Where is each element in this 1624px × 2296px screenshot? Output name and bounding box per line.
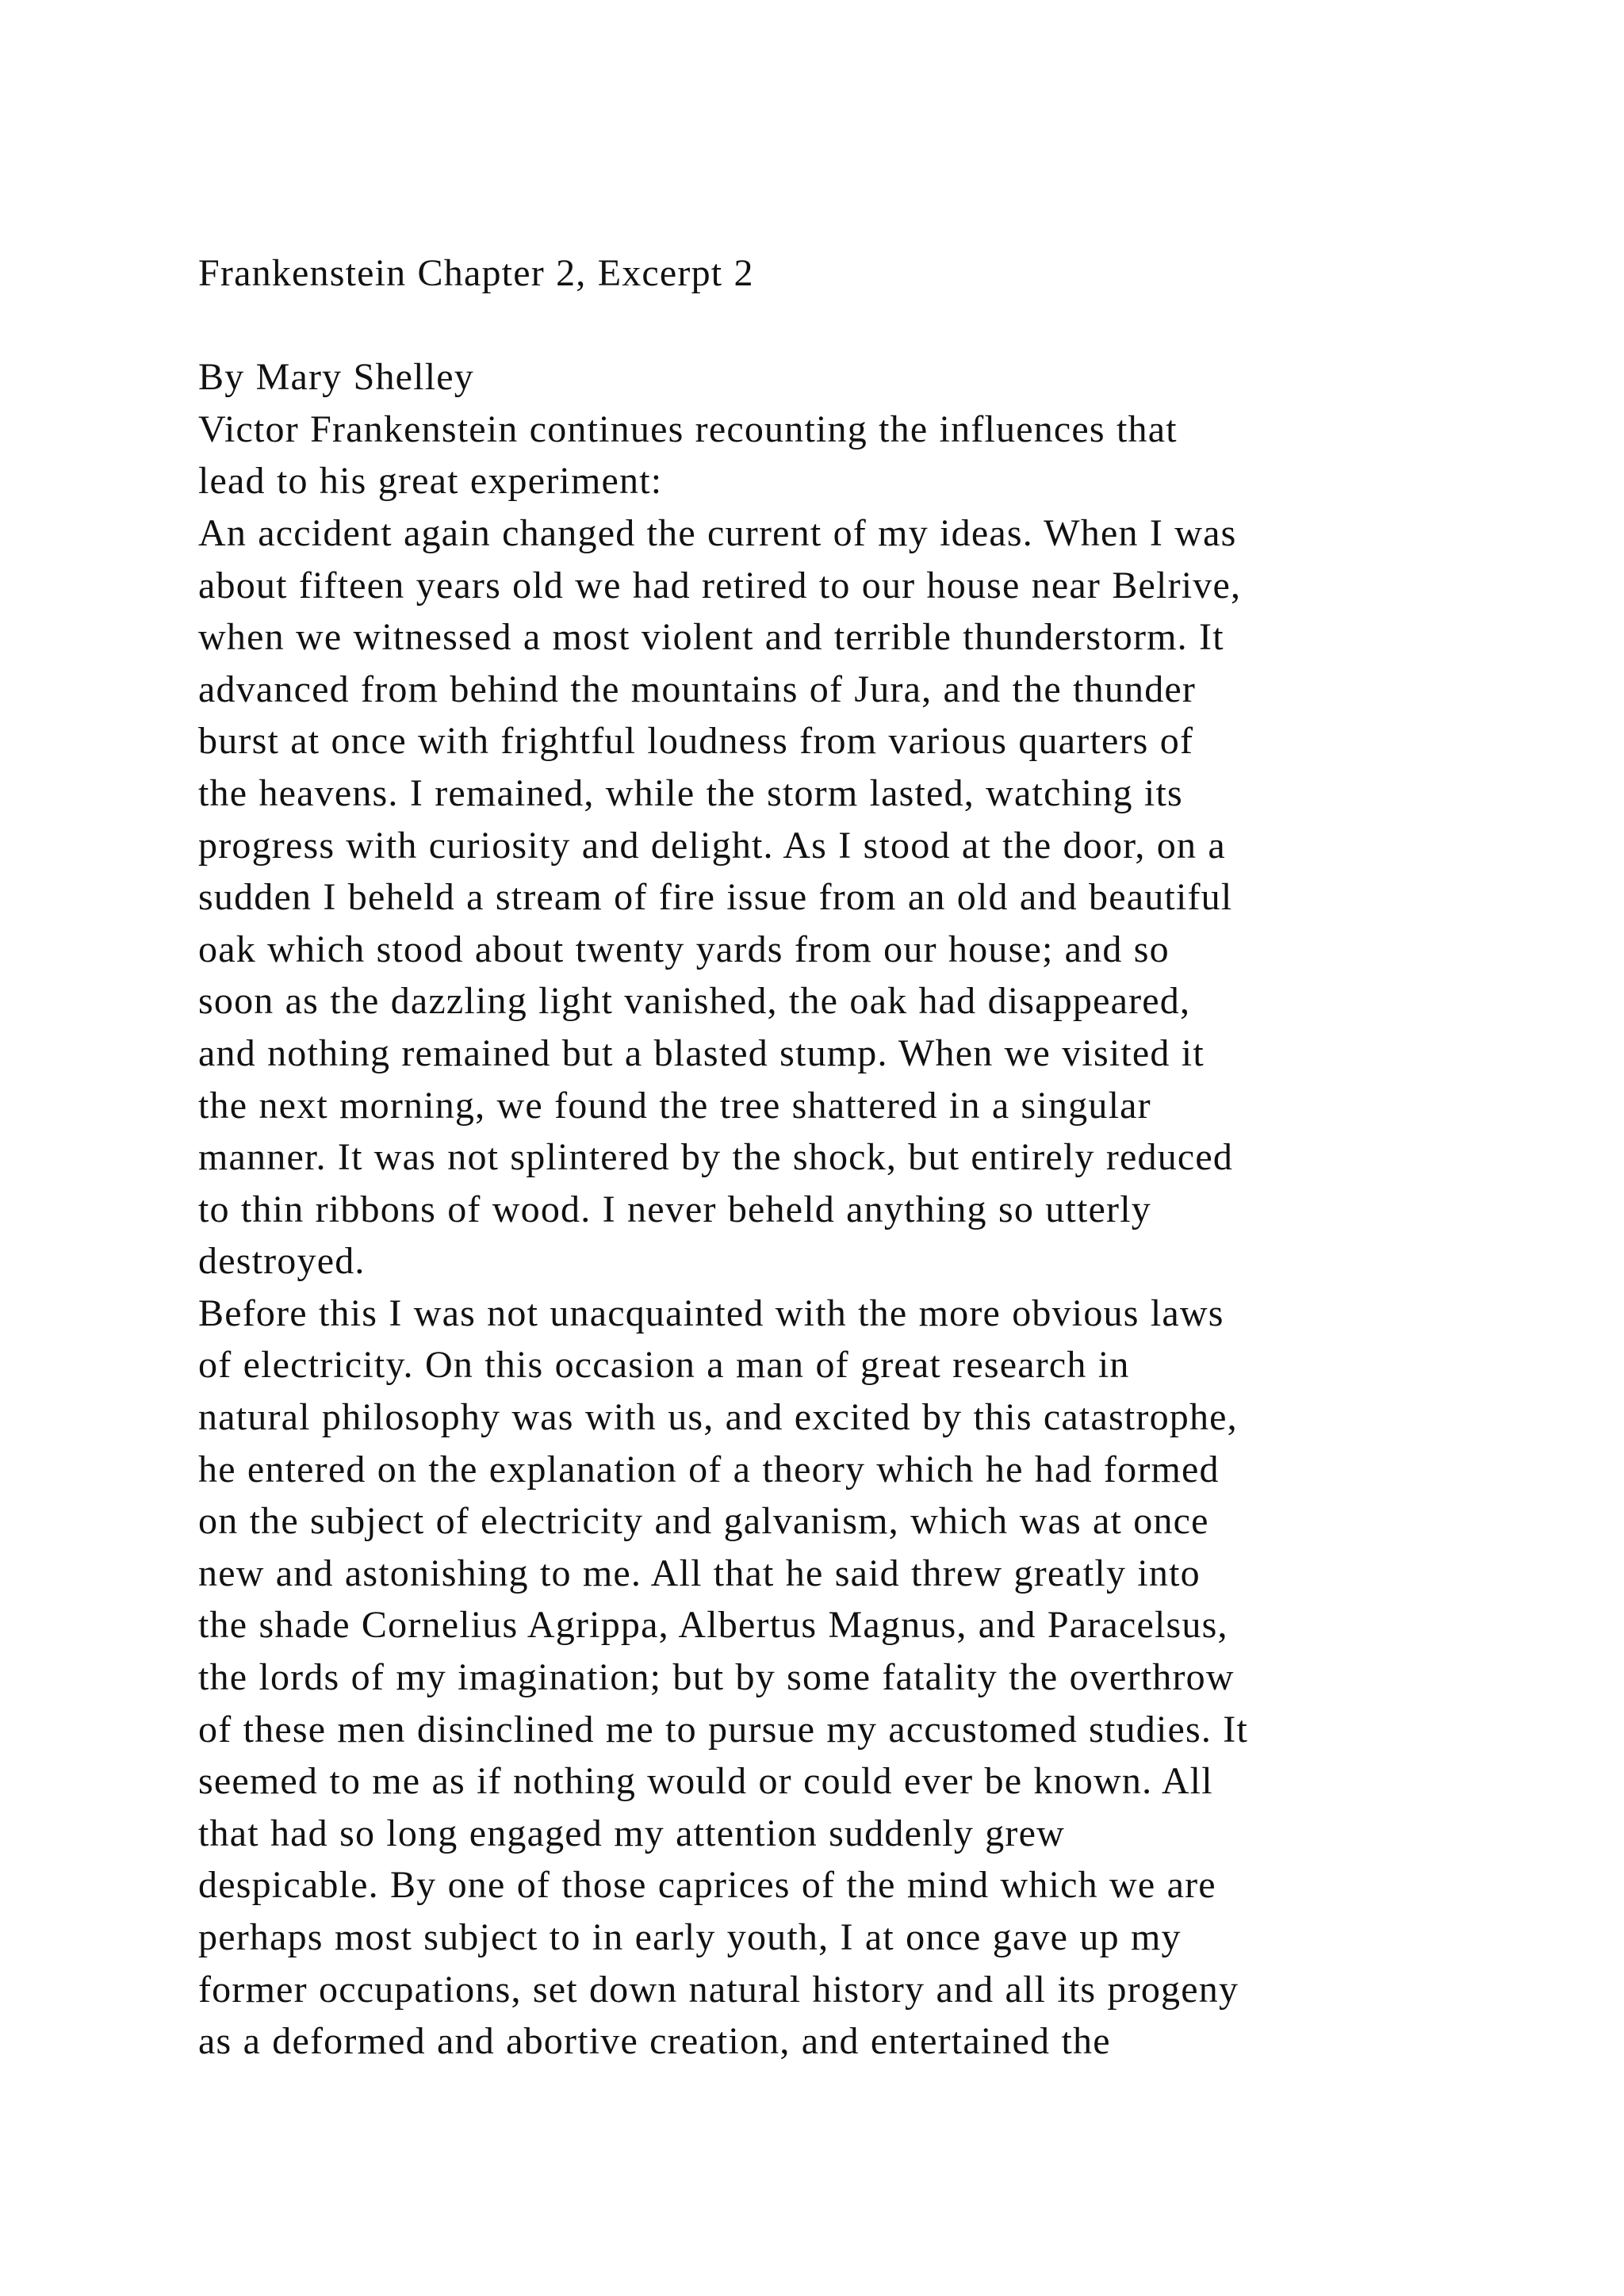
text-line: he entered on the explanation of a theory which he had formed (198, 1448, 1220, 1490)
text-line: when we witnessed a most violent and terrible thunderstorm. It (198, 616, 1224, 659)
blank-line (198, 300, 1499, 352)
text-line: despicable. By one of those caprices of the mind which we are (198, 1864, 1216, 1907)
text-line: advanced from behind the mountains of Jura, and the thunder (198, 668, 1197, 710)
document-text (198, 247, 1499, 2068)
text-line: soon as the dazzling light vanished, the oak had disappeared, (198, 980, 1191, 1023)
text-line: the next morning, we found the tree shattered in a singular (198, 1084, 1151, 1127)
text-line: as a deformed and abortive creation, and entertained the (198, 2020, 1111, 2063)
author-line: By Mary Shelley (198, 356, 474, 399)
text-line: progress with curiosity and delight. As I stood at the door, on a (198, 824, 1226, 867)
text-line: manner. It was not splintered by the shock, but entirely reduced (198, 1136, 1234, 1179)
text-line: that had so long engaged my attention suddenly grew (198, 1812, 1065, 1854)
text-line: perhaps most subject to in early youth, I at once gave up my (198, 1916, 1182, 1958)
text-line: to thin ribbons of wood. I never beheld anything so utterly (198, 1188, 1151, 1230)
text-line: Before this I was not unacquainted with the more obvious laws (198, 1292, 1224, 1334)
text-line: and nothing remained but a blasted stump. When we visited it (198, 1031, 1205, 1074)
text-line: lead to his great experiment: (198, 460, 663, 503)
text-line: of these men disinclined me to pursue my accustomed studies. It (198, 1708, 1248, 1751)
text-line: about fifteen years old we had retired to our house near Belrive, (198, 564, 1242, 607)
text-line: seemed to me as if nothing would or could ever be known. All (198, 1760, 1213, 1803)
text-line: burst at once with frightful loudness from various quarters of (198, 720, 1194, 763)
text-line: Victor Frankenstein continues recounting the influences that (198, 408, 1178, 450)
text-line: former occupations, set down natural history and all its progeny (198, 1968, 1239, 2011)
text-line: the shade Cornelius Agrippa, Albertus Magnus, and Paracelsus, (198, 1604, 1228, 1647)
text-line: of electricity. On this occasion a man of great research in (198, 1344, 1130, 1387)
text-line: natural philosophy was with us, and excited by this catastrophe, (198, 1396, 1238, 1439)
text-line: sudden I beheld a stream of fire issue from an old and beautiful (198, 876, 1233, 919)
text-line: the heavens. I remained, while the storm lasted, watching its (198, 771, 1183, 814)
document-title: Frankenstein Chapter 2, Excerpt 2 (198, 252, 754, 294)
text-line: destroyed. (198, 1240, 366, 1283)
paragraph-electricity (198, 1288, 1499, 2068)
text-line: oak which stood about twenty yards from our house; and so (198, 928, 1170, 970)
text-line: new and astonishing to me. All that he said threw greatly into (198, 1552, 1201, 1594)
paragraph-accident (198, 507, 1499, 1288)
text-line: An accident again changed the current of my ideas. When I was (198, 511, 1237, 554)
text-line: on the subject of electricity and galvanism, which was at once (198, 1500, 1209, 1543)
intro-paragraph (198, 404, 1499, 507)
text-line: the lords of my imagination; but by some fatality the overthrow (198, 1656, 1235, 1699)
